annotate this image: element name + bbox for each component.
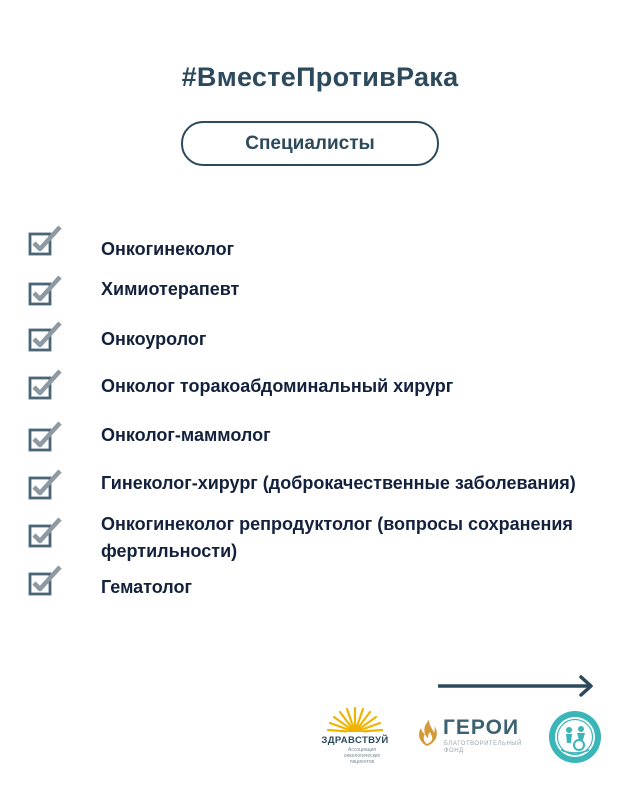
sun-icon	[312, 704, 398, 736]
specialists-button[interactable]: Специалисты	[181, 121, 439, 166]
specialist-name: Гематолог	[101, 577, 192, 597]
checkbox-checked-icon	[28, 368, 64, 404]
specialist-name: Гинеколог-хирург (доброкачественные заболевания)	[101, 473, 576, 493]
specialist-name: Онкогинеколог репродуктолог (вопросы сохранения фертильности)	[101, 514, 573, 561]
checkbox-checked-icon	[28, 320, 64, 356]
zdravstvuy-logo	[312, 704, 398, 766]
geroi-subtitle: БЛАГОТВОРИТЕЛЬНЫЙ ФОНД	[444, 741, 522, 754]
checkbox-checked-icon	[28, 420, 64, 456]
checkbox-checked-icon	[28, 564, 64, 600]
hashtag-title: #ВместеПротивРака	[181, 62, 459, 92]
checkbox-checked-icon	[28, 468, 64, 504]
zdravstvuy-subtitle: Ассоциация онкологических пациентов	[343, 747, 381, 765]
geroi-logo	[413, 714, 523, 754]
specialist-name: Онкогинеколог	[101, 239, 235, 259]
checkbox-checked-icon	[28, 224, 64, 260]
checkbox-checked-icon	[28, 274, 64, 310]
specialist-name: Онкоуролог	[101, 329, 207, 349]
zdravstvuy-name: ЗДРАВСТВУЙ	[321, 735, 389, 746]
geroi-name: ГЕРОИ	[443, 716, 520, 739]
checkbox-checked-icon	[28, 516, 64, 552]
association-seal-logo	[548, 710, 602, 764]
specialist-name: Онколог торакоабдоминальный хирург	[101, 376, 454, 396]
specialist-name: Химиотерапевт	[101, 279, 240, 299]
flame-icon	[413, 718, 441, 748]
arrow-right-icon[interactable]	[438, 674, 598, 698]
specialist-name: Онколог-маммолог	[101, 425, 271, 445]
